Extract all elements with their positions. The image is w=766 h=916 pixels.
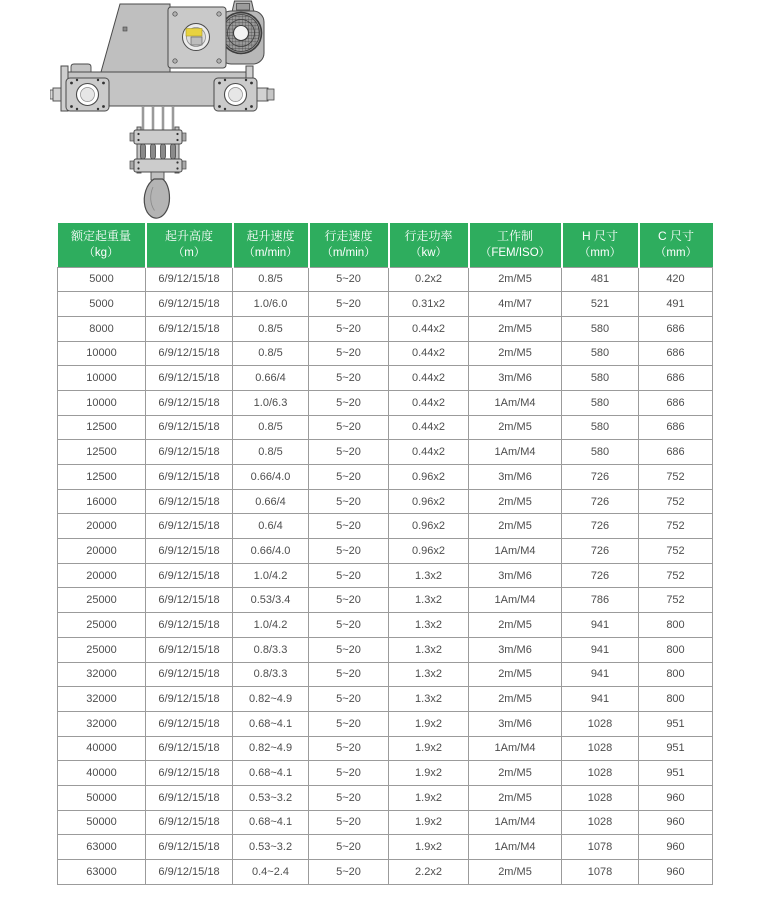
table-cell: 0.4~2.4 xyxy=(233,860,309,885)
hoist-side-view-drawing xyxy=(50,0,288,223)
table-cell: 40000 xyxy=(58,736,146,761)
table-cell: 6/9/12/15/18 xyxy=(146,292,233,317)
table-cell: 5~20 xyxy=(309,514,389,539)
table-cell: 5~20 xyxy=(309,563,389,588)
drum-cover-plate xyxy=(168,7,226,68)
table-cell: 800 xyxy=(639,637,713,662)
table-cell: 63000 xyxy=(58,860,146,885)
table-cell: 5~20 xyxy=(309,539,389,564)
table-cell: 1Am/M4 xyxy=(469,390,562,415)
table-cell: 0.8/5 xyxy=(233,440,309,465)
crane-hook xyxy=(144,172,169,218)
table-cell: 6/9/12/15/18 xyxy=(146,489,233,514)
table-cell: 6/9/12/15/18 xyxy=(146,267,233,292)
table-cell: 5~20 xyxy=(309,835,389,860)
table-cell: 5~20 xyxy=(309,465,389,490)
table-cell: 686 xyxy=(639,390,713,415)
table-cell: 0.68~4.1 xyxy=(233,761,309,786)
table-cell: 1.9x2 xyxy=(389,711,469,736)
table-cell: 50000 xyxy=(58,810,146,835)
table-cell: 481 xyxy=(562,267,639,292)
table-cell: 3m/M6 xyxy=(469,563,562,588)
table-cell: 5000 xyxy=(58,267,146,292)
table-cell: 2m/M5 xyxy=(469,613,562,638)
table-cell: 6/9/12/15/18 xyxy=(146,687,233,712)
table-cell: 6/9/12/15/18 xyxy=(146,835,233,860)
table-row xyxy=(58,267,713,292)
table-cell: 6/9/12/15/18 xyxy=(146,662,233,687)
table-cell: 2.2x2 xyxy=(389,860,469,885)
table-cell: 0.8/3.3 xyxy=(233,662,309,687)
table-body xyxy=(58,267,713,884)
table-cell: 1.9x2 xyxy=(389,835,469,860)
table-cell: 726 xyxy=(562,539,639,564)
column-header-duty-class: 工作制 （FEM/ISO） xyxy=(469,223,562,267)
table-cell: 491 xyxy=(639,292,713,317)
table-cell: 0.68~4.1 xyxy=(233,711,309,736)
table-cell: 1Am/M4 xyxy=(469,736,562,761)
table-cell: 1.9x2 xyxy=(389,761,469,786)
table-cell: 5~20 xyxy=(309,588,389,613)
table-cell: 580 xyxy=(562,440,639,465)
column-header-capacity: 额定起重量 （kg） xyxy=(58,223,146,267)
table-row xyxy=(58,687,713,712)
gear-housing-panel xyxy=(101,4,170,72)
table-cell: 2m/M5 xyxy=(469,860,562,885)
table-row xyxy=(58,366,713,391)
table-cell: 2m/M5 xyxy=(469,514,562,539)
table-cell: 0.66/4 xyxy=(233,366,309,391)
table-cell: 1Am/M4 xyxy=(469,810,562,835)
table-cell: 0.96x2 xyxy=(389,539,469,564)
table-cell: 12500 xyxy=(58,440,146,465)
table-cell: 2m/M5 xyxy=(469,489,562,514)
column-header-travel-power: 行走功率 （kw） xyxy=(389,223,469,267)
table-row xyxy=(58,637,713,662)
table-cell: 960 xyxy=(639,785,713,810)
table-cell: 752 xyxy=(639,465,713,490)
table-cell: 5000 xyxy=(58,292,146,317)
table-cell: 20000 xyxy=(58,563,146,588)
table-cell: 1028 xyxy=(562,785,639,810)
table-cell: 5~20 xyxy=(309,489,389,514)
table-cell: 6/9/12/15/18 xyxy=(146,563,233,588)
table-cell: 800 xyxy=(639,662,713,687)
table-cell: 1.0/4.2 xyxy=(233,563,309,588)
table-cell: 0.53/3.4 xyxy=(233,588,309,613)
table-cell: 686 xyxy=(639,440,713,465)
table-row xyxy=(58,539,713,564)
table-row xyxy=(58,465,713,490)
table-cell: 0.2x2 xyxy=(389,267,469,292)
table-row xyxy=(58,563,713,588)
table-cell: 6/9/12/15/18 xyxy=(146,539,233,564)
table-cell: 16000 xyxy=(58,489,146,514)
table-cell: 0.44x2 xyxy=(389,316,469,341)
table-cell: 752 xyxy=(639,563,713,588)
table-cell: 6/9/12/15/18 xyxy=(146,316,233,341)
table-cell: 1028 xyxy=(562,736,639,761)
table-cell: 786 xyxy=(562,588,639,613)
table-cell: 0.53~3.2 xyxy=(233,785,309,810)
table-row xyxy=(58,785,713,810)
table-cell: 0.8/5 xyxy=(233,316,309,341)
table-cell: 752 xyxy=(639,539,713,564)
table-cell: 726 xyxy=(562,514,639,539)
table-cell: 0.68~4.1 xyxy=(233,810,309,835)
table-cell: 3m/M6 xyxy=(469,366,562,391)
table-cell: 0.44x2 xyxy=(389,341,469,366)
table-cell: 6/9/12/15/18 xyxy=(146,588,233,613)
table-cell: 5~20 xyxy=(309,637,389,662)
table-cell: 0.6/4 xyxy=(233,514,309,539)
table-cell: 0.82~4.9 xyxy=(233,687,309,712)
table-cell: 32000 xyxy=(58,711,146,736)
table-cell: 5~20 xyxy=(309,613,389,638)
table-cell: 0.96x2 xyxy=(389,514,469,539)
table-cell: 1.0/6.3 xyxy=(233,390,309,415)
table-cell: 5~20 xyxy=(309,292,389,317)
table-cell: 12500 xyxy=(58,465,146,490)
table-cell: 20000 xyxy=(58,514,146,539)
table-cell: 2m/M5 xyxy=(469,662,562,687)
table-cell: 1.9x2 xyxy=(389,810,469,835)
table-cell: 6/9/12/15/18 xyxy=(146,637,233,662)
table-cell: 12500 xyxy=(58,415,146,440)
table-row xyxy=(58,415,713,440)
table-cell: 6/9/12/15/18 xyxy=(146,415,233,440)
table-cell: 941 xyxy=(562,662,639,687)
table-cell: 63000 xyxy=(58,835,146,860)
table-cell: 580 xyxy=(562,390,639,415)
table-cell: 6/9/12/15/18 xyxy=(146,736,233,761)
table-cell: 0.66/4 xyxy=(233,489,309,514)
table-cell: 1.3x2 xyxy=(389,588,469,613)
column-header-h-dimension: H 尺寸 （mm） xyxy=(562,223,639,267)
table-cell: 941 xyxy=(562,637,639,662)
table-cell: 3m/M6 xyxy=(469,465,562,490)
table-cell: 951 xyxy=(639,736,713,761)
table-row xyxy=(58,489,713,514)
table-cell: 0.53~3.2 xyxy=(233,835,309,860)
table-cell: 32000 xyxy=(58,687,146,712)
table-cell: 10000 xyxy=(58,341,146,366)
table-cell: 5~20 xyxy=(309,415,389,440)
header-row xyxy=(58,223,713,267)
table-row xyxy=(58,390,713,415)
table-cell: 50000 xyxy=(58,785,146,810)
table-cell: 6/9/12/15/18 xyxy=(146,761,233,786)
table-cell: 32000 xyxy=(58,662,146,687)
table-cell: 20000 xyxy=(58,539,146,564)
table-cell: 1.3x2 xyxy=(389,687,469,712)
table-cell: 941 xyxy=(562,687,639,712)
table-cell: 6/9/12/15/18 xyxy=(146,514,233,539)
table-cell: 5~20 xyxy=(309,316,389,341)
right-trolley-wheel xyxy=(214,78,257,111)
table-row xyxy=(58,292,713,317)
specification-table xyxy=(57,223,713,885)
table-row xyxy=(58,514,713,539)
table-cell: 25000 xyxy=(58,588,146,613)
table-cell: 2m/M5 xyxy=(469,785,562,810)
table-cell: 960 xyxy=(639,835,713,860)
table-cell: 686 xyxy=(639,341,713,366)
table-cell: 2m/M5 xyxy=(469,267,562,292)
table-cell: 1.9x2 xyxy=(389,785,469,810)
table-cell: 1.9x2 xyxy=(389,736,469,761)
column-header-c-dimension: C 尺寸 （mm） xyxy=(639,223,713,267)
table-cell: 1Am/M4 xyxy=(469,440,562,465)
table-cell: 960 xyxy=(639,810,713,835)
table-cell: 3m/M6 xyxy=(469,711,562,736)
table-cell: 5~20 xyxy=(309,341,389,366)
table-cell: 0.8/5 xyxy=(233,415,309,440)
table-cell: 941 xyxy=(562,613,639,638)
column-header-travel-speed: 行走速度 （m/min） xyxy=(309,223,389,267)
column-header-lifting-speed: 起升速度 （m/min） xyxy=(233,223,309,267)
table-cell: 10000 xyxy=(58,390,146,415)
table-cell: 4m/M7 xyxy=(469,292,562,317)
table-cell: 0.44x2 xyxy=(389,390,469,415)
table-cell: 580 xyxy=(562,316,639,341)
table-cell: 686 xyxy=(639,415,713,440)
table-cell: 0.44x2 xyxy=(389,440,469,465)
table-cell: 6/9/12/15/18 xyxy=(146,440,233,465)
table-cell: 1.3x2 xyxy=(389,613,469,638)
table-cell: 1028 xyxy=(562,761,639,786)
sheaves xyxy=(141,144,176,159)
table-cell: 6/9/12/15/18 xyxy=(146,860,233,885)
hoist-motor xyxy=(220,1,264,64)
table-cell: 0.66/4.0 xyxy=(233,465,309,490)
table-cell: 1.0/4.2 xyxy=(233,613,309,638)
table-cell: 726 xyxy=(562,489,639,514)
table-cell: 752 xyxy=(639,489,713,514)
table-cell: 8000 xyxy=(58,316,146,341)
hook-block xyxy=(130,127,186,173)
table-cell: 580 xyxy=(562,341,639,366)
table-cell: 5~20 xyxy=(309,440,389,465)
table-cell: 420 xyxy=(639,267,713,292)
table-cell: 6/9/12/15/18 xyxy=(146,390,233,415)
table-cell: 0.8/5 xyxy=(233,341,309,366)
table-cell: 2m/M5 xyxy=(469,316,562,341)
motor-fan-grille xyxy=(221,13,262,54)
table-cell: 1078 xyxy=(562,860,639,885)
hoist-diagram xyxy=(50,0,288,223)
table-cell: 5~20 xyxy=(309,267,389,292)
table-cell: 1.0/6.0 xyxy=(233,292,309,317)
table-cell: 0.44x2 xyxy=(389,415,469,440)
table-cell: 2m/M5 xyxy=(469,341,562,366)
table-cell: 521 xyxy=(562,292,639,317)
table-cell: 2m/M5 xyxy=(469,415,562,440)
table-row xyxy=(58,761,713,786)
table-cell: 6/9/12/15/18 xyxy=(146,810,233,835)
table-cell: 800 xyxy=(639,687,713,712)
table-cell: 752 xyxy=(639,588,713,613)
table-cell: 1028 xyxy=(562,711,639,736)
rating-label xyxy=(186,29,202,37)
table-row xyxy=(58,860,713,885)
table-cell: 580 xyxy=(562,415,639,440)
table-cell: 0.66/4.0 xyxy=(233,539,309,564)
table-cell: 0.96x2 xyxy=(389,489,469,514)
column-header-lifting-height: 起升高度 （m） xyxy=(146,223,233,267)
table-cell: 6/9/12/15/18 xyxy=(146,465,233,490)
table-cell: 40000 xyxy=(58,761,146,786)
table-cell: 2m/M5 xyxy=(469,687,562,712)
table-row xyxy=(58,341,713,366)
table-cell: 960 xyxy=(639,860,713,885)
table-cell: 1028 xyxy=(562,810,639,835)
table-row xyxy=(58,588,713,613)
table-cell: 1.3x2 xyxy=(389,637,469,662)
table-cell: 5~20 xyxy=(309,711,389,736)
table-cell: 752 xyxy=(639,514,713,539)
table-cell: 951 xyxy=(639,711,713,736)
table-cell: 5~20 xyxy=(309,860,389,885)
table-cell: 5~20 xyxy=(309,736,389,761)
table-cell: 25000 xyxy=(58,613,146,638)
table-cell: 0.82~4.9 xyxy=(233,736,309,761)
table-cell: 5~20 xyxy=(309,390,389,415)
table-cell: 10000 xyxy=(58,366,146,391)
table-cell: 6/9/12/15/18 xyxy=(146,366,233,391)
table-cell: 0.96x2 xyxy=(389,465,469,490)
table-cell: 0.44x2 xyxy=(389,366,469,391)
table-cell: 5~20 xyxy=(309,785,389,810)
table-cell: 1.3x2 xyxy=(389,662,469,687)
table-cell: 580 xyxy=(562,366,639,391)
table-row xyxy=(58,810,713,835)
table-cell: 1078 xyxy=(562,835,639,860)
table-cell: 951 xyxy=(639,761,713,786)
beam-end-bracket xyxy=(71,64,91,72)
table-cell: 686 xyxy=(639,316,713,341)
table-cell: 5~20 xyxy=(309,761,389,786)
table-cell: 1Am/M4 xyxy=(469,588,562,613)
table-cell: 800 xyxy=(639,613,713,638)
table-row xyxy=(58,711,713,736)
table-row xyxy=(58,835,713,860)
table-cell: 25000 xyxy=(58,637,146,662)
table-cell: 6/9/12/15/18 xyxy=(146,613,233,638)
table-cell: 0.8/5 xyxy=(233,267,309,292)
table-cell: 5~20 xyxy=(309,687,389,712)
table-cell: 6/9/12/15/18 xyxy=(146,711,233,736)
table-cell: 0.8/3.3 xyxy=(233,637,309,662)
table-row xyxy=(58,662,713,687)
table-cell: 5~20 xyxy=(309,662,389,687)
left-trolley-wheel xyxy=(66,78,109,111)
table-row xyxy=(58,613,713,638)
table-cell: 2m/M5 xyxy=(469,761,562,786)
table-cell: 1.3x2 xyxy=(389,563,469,588)
table-row xyxy=(58,440,713,465)
table-row xyxy=(58,316,713,341)
table-cell: 5~20 xyxy=(309,366,389,391)
table-cell: 726 xyxy=(562,563,639,588)
table-cell: 1Am/M4 xyxy=(469,835,562,860)
table-cell: 5~20 xyxy=(309,810,389,835)
table-cell: 1Am/M4 xyxy=(469,539,562,564)
table-cell: 6/9/12/15/18 xyxy=(146,785,233,810)
wire-ropes xyxy=(143,106,173,132)
table-cell: 726 xyxy=(562,465,639,490)
table-cell: 6/9/12/15/18 xyxy=(146,341,233,366)
table-cell: 3m/M6 xyxy=(469,637,562,662)
table-cell: 686 xyxy=(639,366,713,391)
table-cell: 0.31x2 xyxy=(389,292,469,317)
table-row xyxy=(58,736,713,761)
